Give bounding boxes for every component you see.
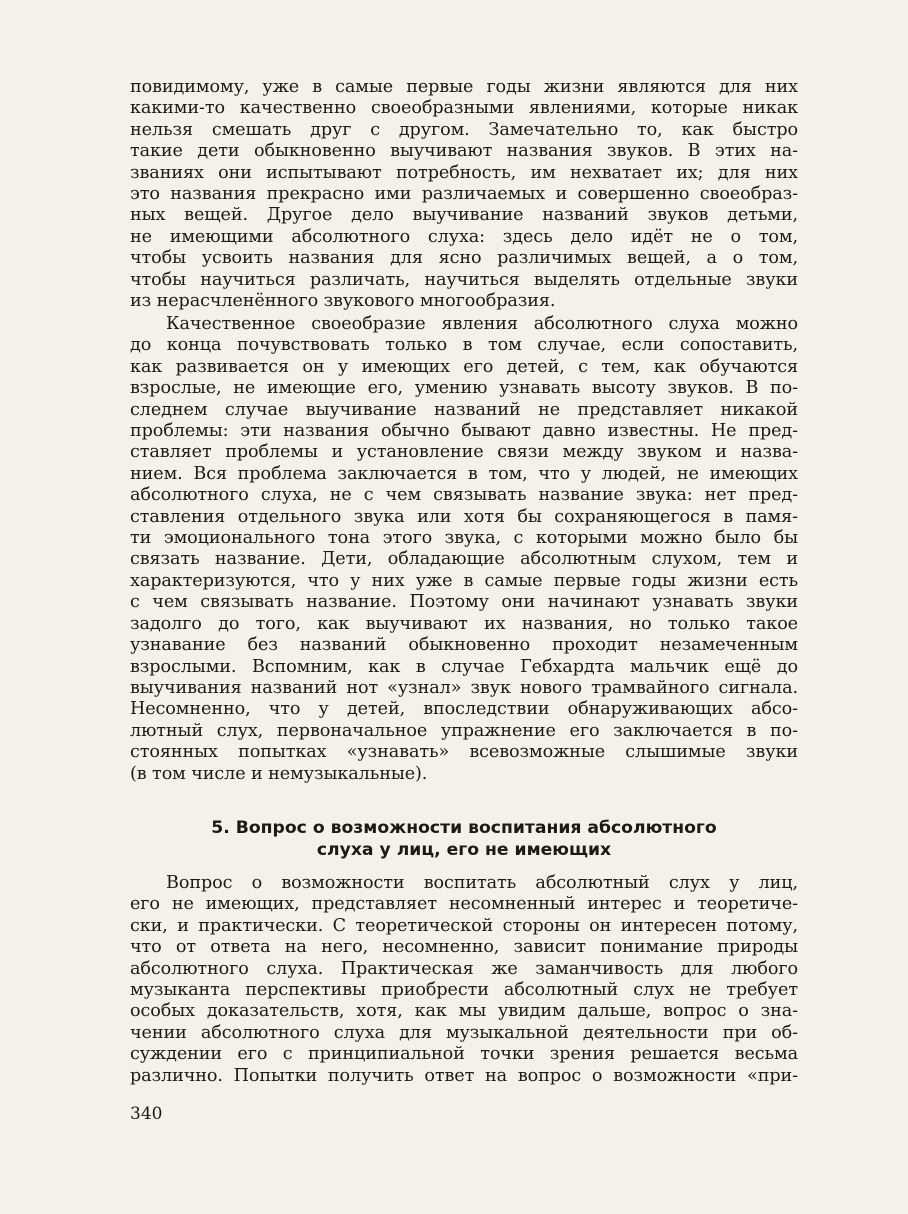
text-line: какими-то качественно своеобразными явлениями, которые никак [130,98,798,119]
text-line: следнем случае выучивание названий не представляет никакой [130,399,798,420]
text-line: ставления отдельного звука или хотя бы сохраняющегося в памя- [130,506,798,527]
text-line: лютный слух, первоначальное упражнение его заключается в по- [130,720,798,741]
text-line: различно. Попытки получить ответ на вопрос о возможности «при- [130,1065,798,1086]
text-line: ти эмоционального тона этого звука, с которыми можно было бы [130,528,798,549]
paragraph-1 [130,77,798,312]
text-line: особых доказательств, хотя, как мы увидим дальше, вопрос о зна- [130,1001,798,1022]
text-line: нельзя смешать друг с другом. Замечательно то, как быстро [130,119,798,140]
paragraph-3 [130,873,798,1087]
text-line: взрослые, не имеющие его, умению узнавать высоту звуков. В по- [130,378,798,399]
text-line: званиях они испытывают потребность, им нехватает их; для них [130,162,798,183]
text-line: это названия прекрасно ими различаемых и совершенно своеобраз- [130,184,798,205]
heading-line: 5. Вопрос о возможности воспитания абсолютного [211,818,717,838]
text-line: чтобы научиться различать, научиться выделять отдельные звуки [130,269,798,290]
text-line: ски, и практически. С теоретической стороны он интересен потому, [130,915,798,936]
text-line: характеризуются, что у них уже в самые первые годы жизни есть [130,570,798,591]
text-line: как развивается он у имеющих его детей, с тем, как обучаются [130,356,798,377]
text-line: ных вещей. Другое дело выучивание названий звуков детьми, [130,205,798,226]
text-line: из нерасчленённого звукового многообразия. [130,291,556,312]
text-line: связать название. Дети, обладающие абсолютным слухом, тем и [130,549,798,570]
text-line: суждении его с принципиальной точки зрения решается весьма [130,1044,798,1065]
text-line: Несомненно, что у детей, впоследствии обнаруживающих абсо- [130,699,798,720]
text-line: узнавание без названий обыкновенно проходит незамеченным [130,635,798,656]
text-line: Вопрос о возможности воспитать абсолютный слух у лиц, [166,873,798,893]
text-line: чтобы усвоить названия для ясно различимых вещей, а о том, [130,248,798,269]
text-line: выучивания названий нот «узнал» звук нового трамвайного сигнала. [130,677,798,698]
text-line: ставляет проблемы и установление связи между звуком и назва- [130,442,798,463]
text-line: взрослыми. Вспомним, как в случае Гебхардта мальчик ещё до [130,656,798,677]
text-line: Качественное своеобразие явления абсолютного слуха можно [166,314,798,334]
section-heading [130,817,798,861]
heading-line: слуха у лиц, его не имеющих [316,840,612,860]
text-line: до конца почувствовать только в том случае, если сопоставить, [130,335,798,356]
text-line: что от ответа на него, несомненно, зависит понимание природы [130,937,798,958]
text-line: проблемы: эти названия обычно бывают давно известны. Не пред- [130,421,798,442]
text-line: нием. Вся проблема заключается в том, что у людей, не имеющих [130,463,798,484]
text-line: с чем связывать название. Поэтому они начинают узнавать звуки [130,592,798,613]
text-line: музыканта перспективы приобрести абсолютный слух не требует [130,980,798,1001]
text-line: повидимому, уже в самые первые годы жизни являются для них [130,77,798,97]
text-line: (в том числе и немузыкальные). [130,763,428,784]
text-line: его не имеющих, представляет несомненный интерес и теоретиче- [130,894,798,915]
paragraph-2 [130,314,798,785]
text-line: стоянных попытках «узнавать» всевозможные слышимые звуки [130,742,798,763]
text-line: абсолютного слуха, не с чем связывать название звука: нет пред- [130,485,798,506]
page-number: 340 [130,1104,163,1124]
text-line: чении абсолютного слуха для музыкальной деятельности при об- [130,1022,798,1043]
text-line: такие дети обыкновенно выучивают названия звуков. В этих на- [130,141,798,162]
text-line: задолго до того, как выучивают их названия, но только такое [130,613,798,634]
text-line: не имеющими абсолютного слуха: здесь дело идёт не о том, [130,226,798,247]
text-line: абсолютного слуха. Практическая же заманчивость для любого [130,958,798,979]
